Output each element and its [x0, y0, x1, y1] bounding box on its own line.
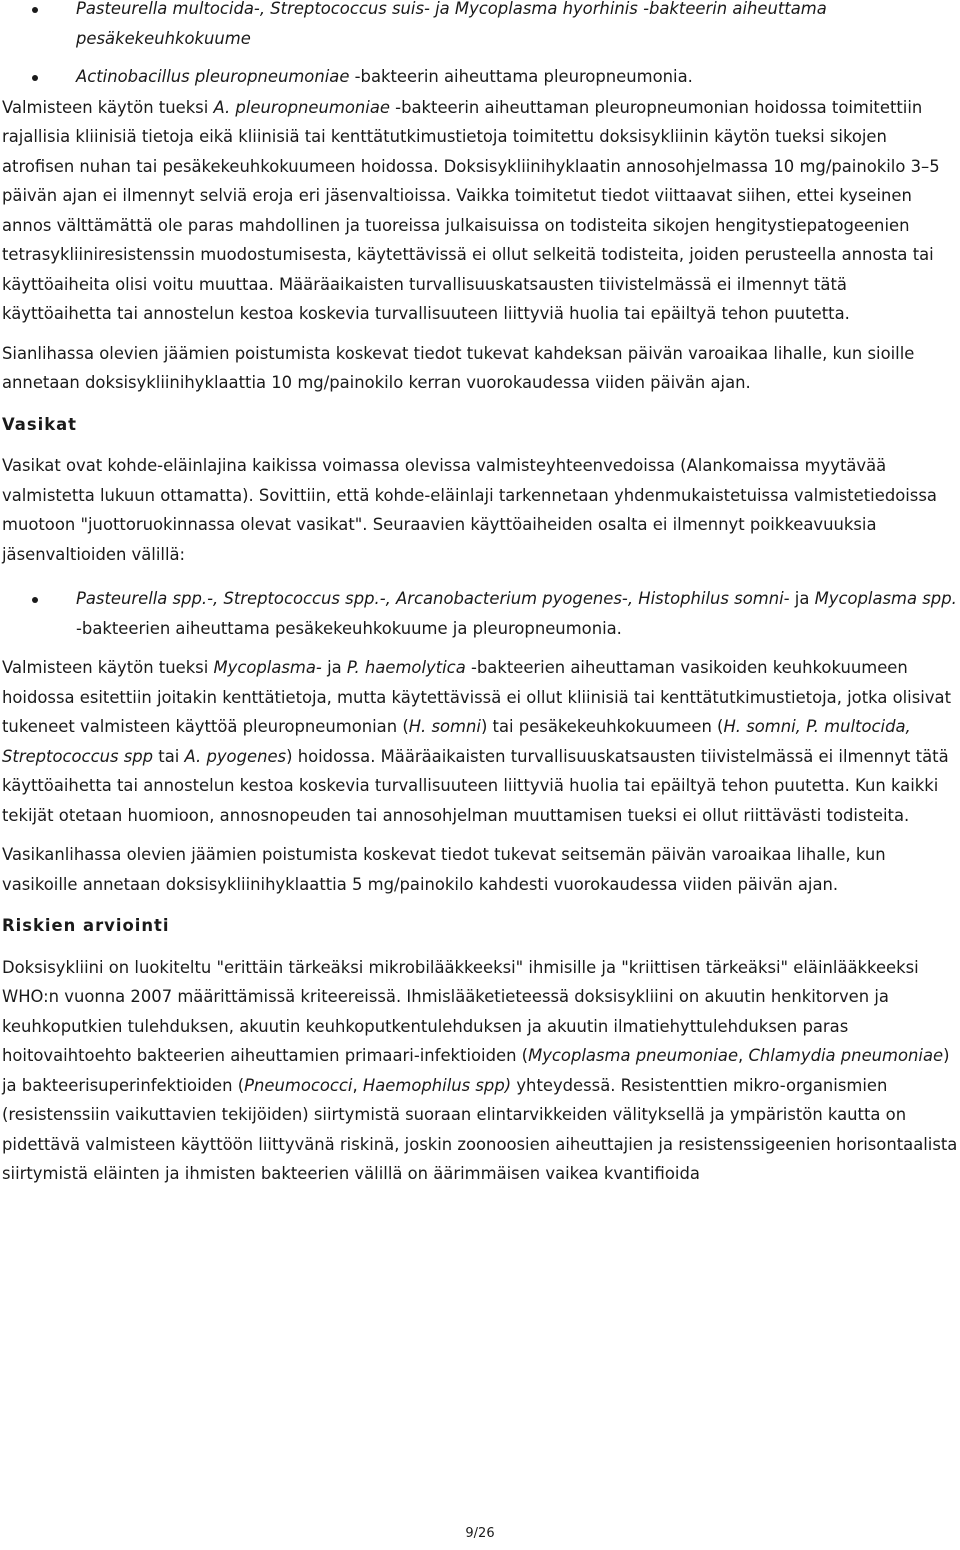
italic-text-run: P. haemolytica: [346, 658, 466, 677]
page-number: 9/26: [465, 1526, 495, 1541]
text-run: Valmisteen käytön tueksi: [2, 97, 214, 117]
italic-text-run: Pasteurella spp.-, Streptococcus spp.-, Arcanobacterium pyogenes-, Histophilus somni-: [76, 589, 790, 608]
italic-text-run: Pasteurella multocida-, Streptococcus suis- ja Mycoplasma hyorhinis: [76, 0, 638, 18]
text-run: ) hoidossa. Määräaikaisten turvallisuuskatsausten tiivistelmässä ei ilmennyt tätä käyttöaihetta tai annostelun kestoa koskevia turvallisuuteen liittyviä huolia tai epäiltyä tehon puutetta. Kun kaikki tekijät otetaan huomioon, annosnopeuden tai annosohjelman muuttamisen tueksi ei ollut riittävästi todisteita.: [2, 746, 949, 825]
italic-text-run: Mycoplasma spp.: [814, 589, 957, 608]
text-run: ) tai pesäkekeuhkokuumeen (: [480, 717, 724, 736]
text-run: tai: [153, 746, 185, 766]
paragraph-pleuropneumonia-evidence: [2, 93, 958, 329]
italic-text-run: Mycoplasma-: [213, 658, 322, 677]
text-run: -bakteerien aiheuttaman vasikoiden keuhkokuumeen hoidossa esitettiin joitakin kenttätietoja, mutta käytettävissä ei ollut kliinisiä tai kenttätutkimustietoja, jotka olisivat tukeneet valmisteen käyttöä pleuropneumonian (: [2, 658, 951, 736]
italic-text-run: Mycoplasma pneumoniae: [528, 1046, 739, 1065]
italic-text-run: -bakteerin aiheuttama pesäkekeuhkokuume: [76, 0, 827, 48]
list-item: [2, 62, 958, 92]
italic-text-run: Haemophilus spp): [362, 1075, 512, 1095]
italic-text-run: H. somni: [408, 717, 481, 736]
list-item: [2, 584, 958, 643]
paragraph-swine-withdrawal: Sianlihassa olevien jäämien poistumista koskevat tiedot tukevat kahdeksan päivän varoaikaa lihalle, kun sioille annetaan doksisykliinihyklaattia 10 mg/painokilo kerran vuorokaudessa viiden päivän ajan.: [2, 343, 915, 392]
text-run: ,: [352, 1075, 363, 1095]
text-run: -bakteerin aiheuttama pleuropneumonia.: [349, 67, 693, 86]
text-run: -bakteerin aiheuttaman pleuropneumonian hoidossa toimitettiin rajallisia kliinisiä tietoja eikä kliinisiä tai kenttätutkimustietoja toimitettu doksisykliinin käytön tueksi sikojen atrofisen nuhan tai pesäkekeuhkokuumeen hoidossa. Doksisykliinihyklaatin annosohjelmassa 10 mg/painokilo 3–5 päivän ajan ei ilmennyt selviä eroja eri jäsenvaltioissa. Vaikka toimitetut tiedot viittaavat siihen, ettei kyseinen annos välttämättä ole paras mahdollinen ja tuoreissa julkaisuissa on todisteita sikojen hengitystiepatogeenien tetrasykliiniresistenssin muodostumisesta, käytettävissä ei ollut selkeitä todisteita, joiden perusteella annosta tai käyttöaiheita olisi voitu muuttaa. Määräaikaisten turvallisuuskatsausten tiivistelmässä ei ilmennyt tätä käyttöaihetta tai annostelun kestoa koskevia turvallisuuteen liittyviä huolia tai epäiltyä tehon puutetta.: [2, 97, 940, 323]
paragraph-calf-withdrawal: Vasikanlihassa olevien jäämien poistumista koskevat tiedot tukevat seitsemän päivän varoaikaa lihalle, kun vasikoille annetaan doksisykliinihyklaattia 5 mg/painokilo kahdesti vuorokaudessa viiden päivän ajan.: [2, 845, 886, 894]
text-run: ) ja bakteerisuperinfektioiden (: [2, 1046, 950, 1095]
italic-text-run: Chlamydia pneumoniae: [748, 1046, 944, 1065]
paragraph-calf-evidence: [2, 653, 958, 830]
text-run: -bakteerien aiheuttama pesäkekeuhkokuume ja pleuropneumonia.: [76, 618, 622, 638]
section-heading-riskien-arviointi: Riskien arviointi: [2, 916, 170, 935]
text-run: Valmisteen käytön tueksi: [2, 658, 214, 677]
section-heading-vasikat: Vasikat: [2, 414, 78, 434]
text-run: yhteydessä. Resistenttien mikro-organismien (resistenssiin vaikuttavien tekijöiden) siirtymistä suoraan elintarvikkeiden välityksellä ja ympäristön kautta on pidettävä valmisteen käyttöön liittyvänä riskinä, joskin zoonoosien aiheuttajien ja resistenssigeenien horisontaalista siirtymistä eläinten ja ihmisten bakteerien välillä on äärimmäisen vaikea kvantifioida: [2, 1075, 958, 1183]
paragraph-risk-assessment: [2, 953, 958, 1189]
italic-text-run: H. somni, P. multocida, Streptococcus spp: [2, 717, 911, 766]
italic-text-run: Actinobacillus pleuropneumoniae: [76, 67, 350, 86]
text-run: ja: [789, 589, 815, 608]
text-run: ja: [321, 658, 347, 677]
italic-text-run: A. pyogenes: [184, 746, 287, 766]
italic-text-run: A. pleuropneumoniae: [213, 97, 390, 117]
italic-text-run: Pneumococci: [244, 1075, 353, 1095]
text-run: Doksisykliini on luokiteltu "erittäin tärkeäksi mikrobilääkkeeksi" ihmisille ja "kriittisen tärkeäksi" eläinlääkkeeksi WHO:n vuonna 2007 määrittämissä kriteereissä. Ihmislääketieteessä doksisykliini on akuutin henkitorven ja keuhkoputkien tulehduksen, akuutin keuhkoputkentulehduksen ja akuutin ilmatiehyttulehduksen paras hoitovaihtoehto bakteerien aiheuttamien primaari-infektioiden (: [2, 957, 919, 1065]
list-item: [2, 0, 958, 53]
paragraph-calves-target: Vasikat ovat kohde-eläinlajina kaikissa voimassa olevissa valmisteyhteenvedoissa (Alankomaissa myytävää valmistetta lukuun ottamatta). Sovittiin, että kohde-eläinlaji tarkennetaan yhdenmukaistetuissa valmistetiedoissa muotoon "juottoruokinnassa olevat vasikat". Seuraavien käyttöaiheiden osalta ei ilmennyt poikkeavuuksia jäsenvaltioiden välillä:: [2, 456, 937, 564]
text-run: ,: [738, 1046, 749, 1065]
document-body: [2, 0, 958, 1189]
bullet-list-calf-indications: [2, 584, 958, 643]
bullet-list-swine-indications: [2, 0, 958, 92]
